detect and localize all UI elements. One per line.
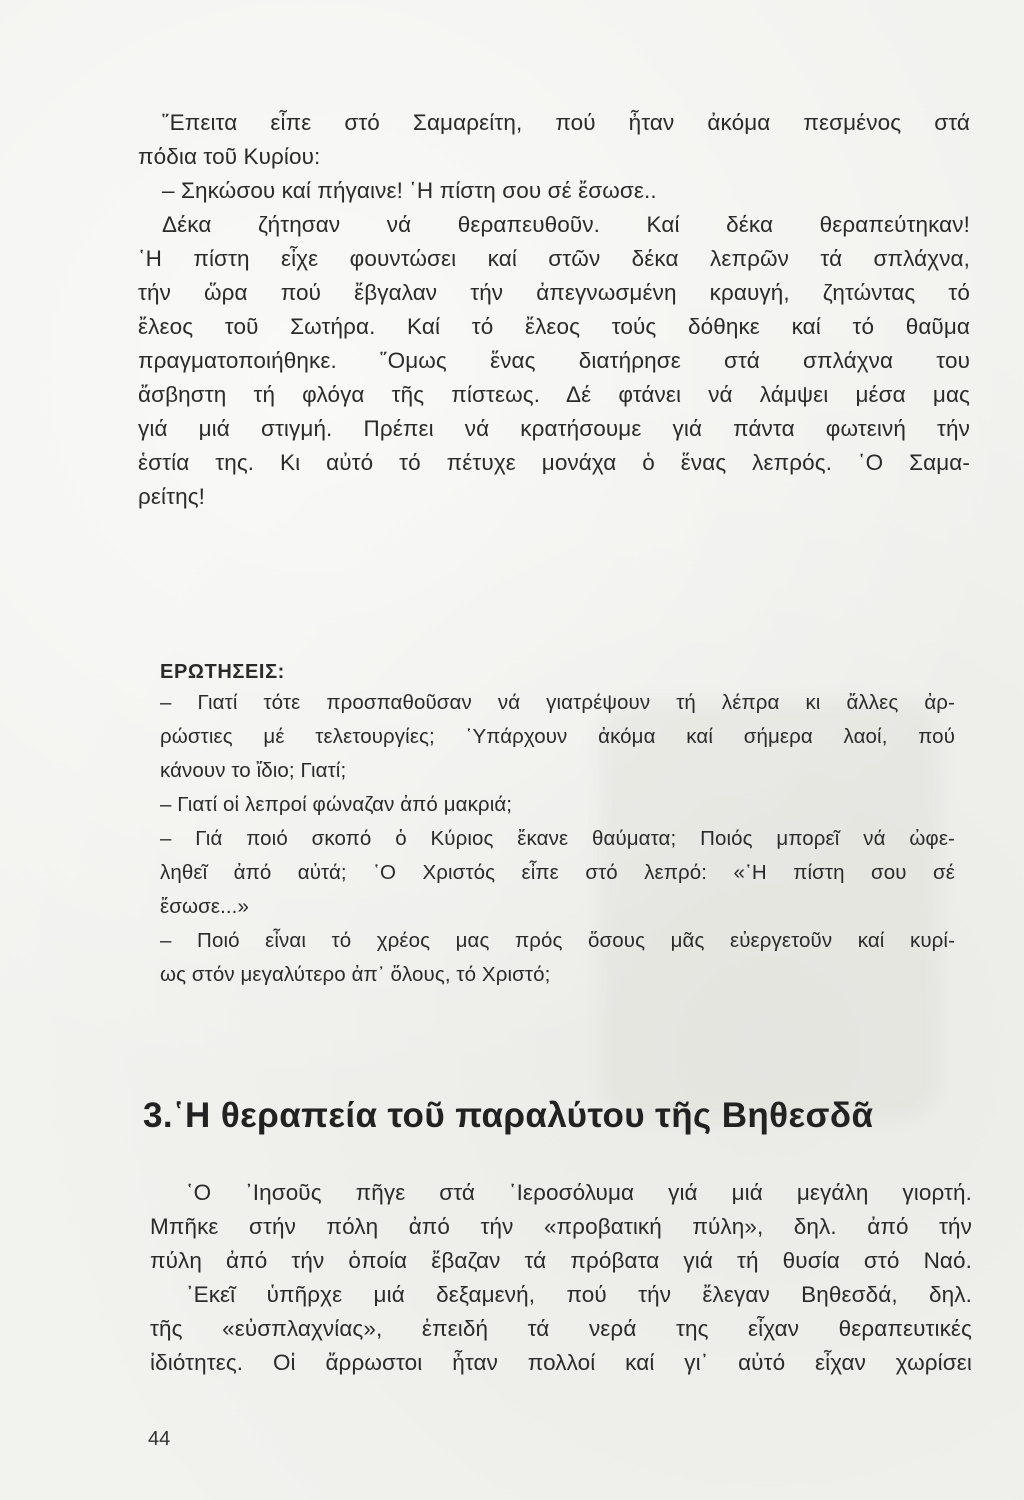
- question-line: κάνουν το ἴδιο; Γιατί;: [160, 759, 347, 782]
- text-line: ῾Ο ᾿Ιησοῦς πῆγε στά ῾Ιεροσόλυμα γιά μιά μεγάλη γιορτή.: [186, 1180, 972, 1205]
- text-line: τήν ὥρα πού ἔβγαλαν τήν ἀπεγνωσμένη κραυγή, ζητώντας τό: [138, 280, 970, 305]
- text-line: ρείτης!: [138, 484, 206, 509]
- text-line: γιά μιά στιγμή. Πρέπει νά κρατήσουμε γιά πάντα φωτεινή τήν: [138, 416, 970, 441]
- questions-heading: ΕΡΩΤΗΣΕΙΣ:: [160, 661, 285, 683]
- paragraph-leper-story: [138, 106, 970, 514]
- text-line: πόδια τοῦ Κυρίου:: [138, 144, 321, 169]
- text-line: ᾿Εκεῖ ὑπῆρχε μιά δεξαμενή, πού τήν ἔλεγαν Βηθεσδά, δηλ.: [186, 1282, 972, 1307]
- text-line: πραγματοποιήθηκε. ῞Ομως ἕνας διατήρησε στά σπλάχνα του: [138, 348, 970, 373]
- question-line: – Γιατί οἱ λεπροί φώναζαν ἀπό μακριά;: [160, 793, 513, 816]
- text-line: ἄσβηστη τή φλόγα τῆς πίστεως. Δέ φτάνει νά λάμψει μέσα μας: [138, 382, 970, 407]
- paragraph-bethesda: [150, 1176, 972, 1380]
- text-line: Μπῆκε στήν πόλη ἀπό τήν «προβατική πύλη», δηλ. ἀπό τήν: [150, 1214, 972, 1239]
- page-number: 44: [148, 1428, 171, 1450]
- text-line: ἰδιότητες. Οἱ ἄρρωστοι ἦταν πολλοί καί γι᾿ αὐτό εἶχαν χωρίσει: [150, 1350, 972, 1375]
- text-line: πύλη ἀπό τήν ὁποία ἔβαζαν τά πρόβατα γιά τή θυσία στό Ναό.: [150, 1248, 972, 1273]
- questions-list: [160, 686, 955, 992]
- text-line: ῞Επειτα εἶπε στό Σαμαρείτη, πού ἦταν ἀκόμα πεσμένος στά: [162, 110, 970, 135]
- text-line: – Σηκώσου καί πήγαινε! ῾Η πίστη σου σέ ἔσωσε..: [162, 178, 657, 203]
- question-line: ἔσωσε...»: [160, 895, 249, 918]
- section-heading: 3.῾Η θεραπεία τοῦ παραλύτου τῆς Βηθεσδᾶ: [143, 1096, 874, 1135]
- question-line: – Ποιό εἶναι τό χρέος μας πρός ὅσους μᾶς εὐεργετοῦν καί κυρί-: [160, 929, 955, 952]
- question-line: ληθεῖ ἀπό αὐτά; ῾Ο Χριστός εἶπε στό λεπρό: «῾Η πίστη σου σέ: [160, 861, 955, 884]
- text-line: ῾Η πίστη εἶχε φουντώσει καί στῶν δέκα λεπρῶν τά σπλάχνα,: [138, 246, 970, 271]
- text-line: ἔλεος τοῦ Σωτήρα. Καί τό ἔλεος τούς δόθηκε καί τό θαῦμα: [138, 314, 970, 339]
- text-line: τῆς «εὐσπλαχνίας», ἐπειδή τά νερά της εἶχαν θεραπευτικές: [150, 1316, 972, 1341]
- text-line: ἑστία της. Κι αὐτό τό πέτυχε μονάχα ὁ ἕνας λεπρός. ῾Ο Σαμα-: [138, 450, 970, 475]
- text-line: Δέκα ζήτησαν νά θεραπευθοῦν. Καί δέκα θεραπεύτηκαν!: [162, 212, 970, 237]
- question-line: – Γιατί τότε προσπαθοῦσαν νά γιατρέψουν τή λέπρα κι ἄλλες ἀρ-: [160, 691, 955, 714]
- question-line: ως στόν μεγαλύτερο ἀπ᾿ ὅλους, τό Χριστό;: [160, 963, 551, 986]
- question-line: ρώστιες μέ τελετουργίες; ῾Υπάρχουν ἀκόμα καί σήμερα λαοί, πού: [160, 725, 955, 748]
- question-line: – Γιά ποιό σκοπό ὁ Κύριος ἔκανε θαύματα; Ποιός μπορεῖ νά ὠφε-: [160, 827, 955, 850]
